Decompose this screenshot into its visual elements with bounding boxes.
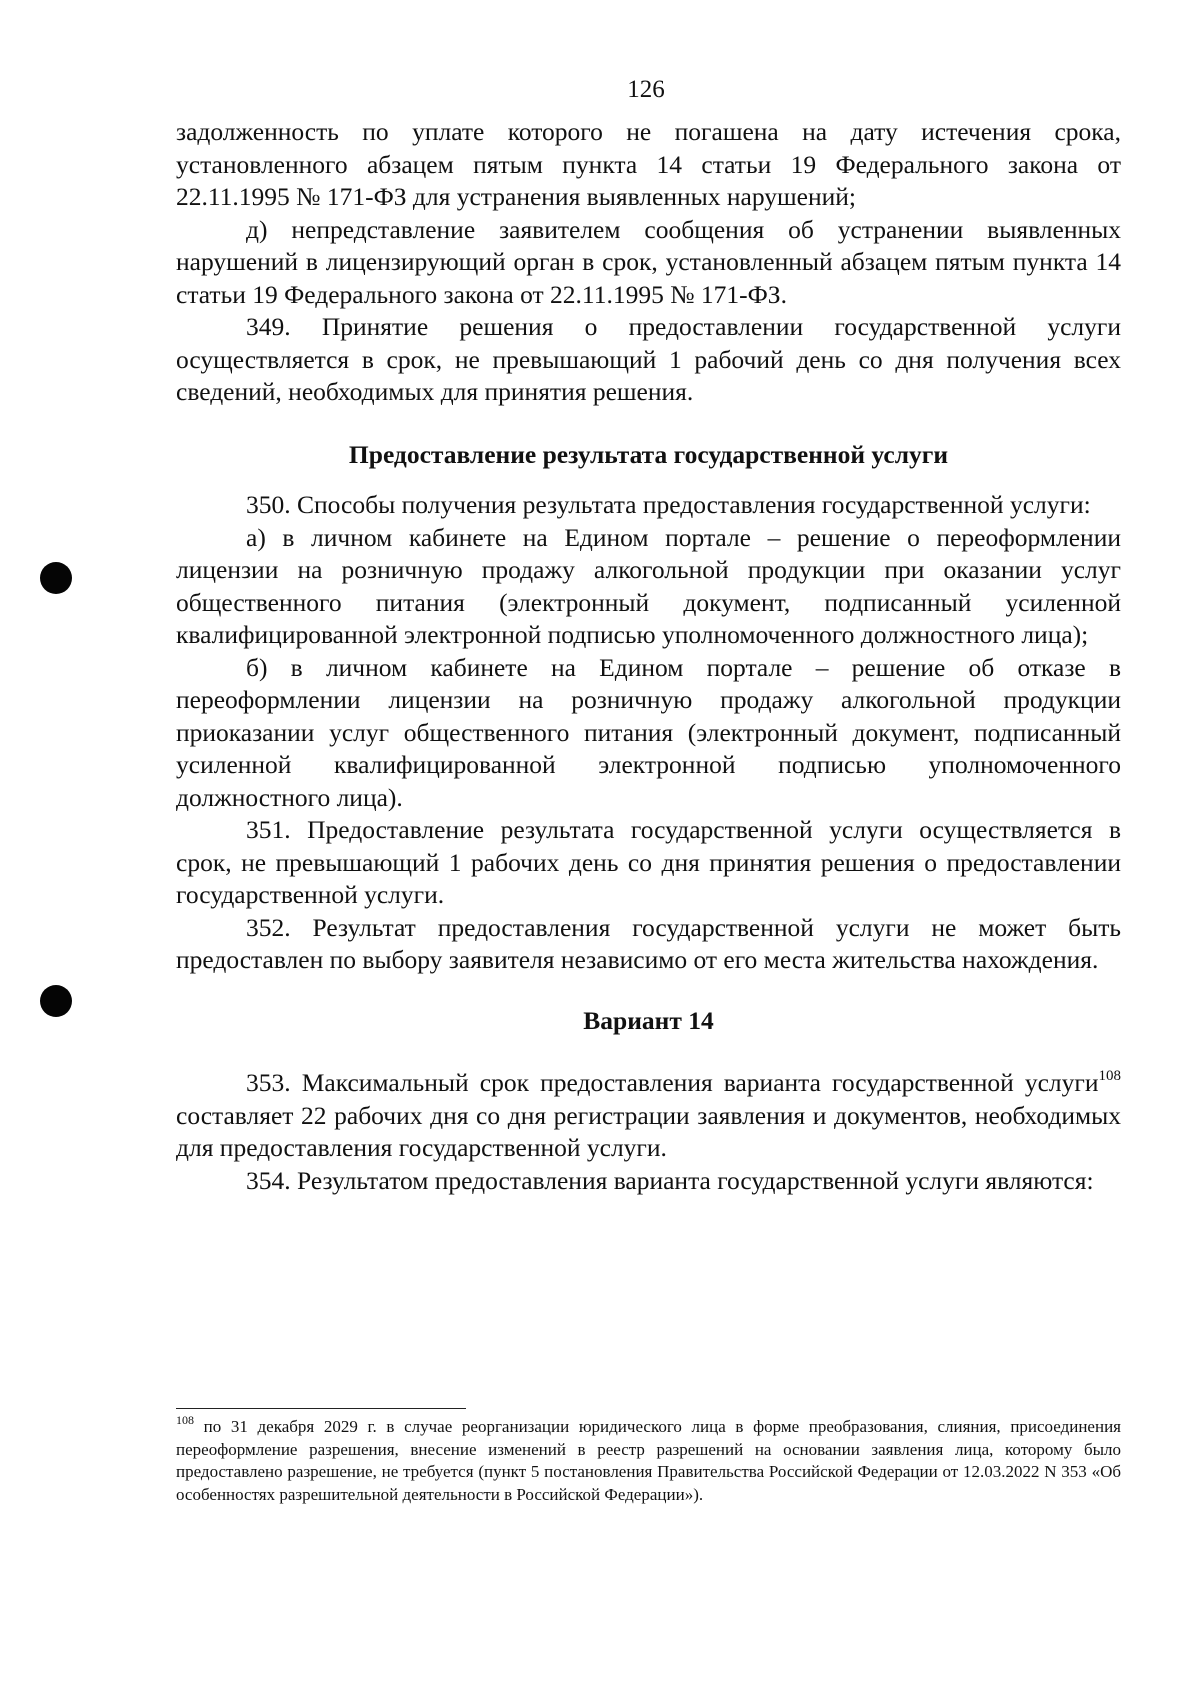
- paragraph-350: 350. Способы получения результата предоставления государственной услуги:: [246, 490, 1091, 519]
- footnote-reference[interactable]: 108: [1098, 1068, 1121, 1084]
- paragraph-item-d: д) непредставление заявителем сообщения об устранении выявленных нарушений в лицензирующий орган в срок, установленный абзацем пятым пункта 14 статьи 19 Федерального закона от 22.11.1995 № 171-ФЗ.: [176, 214, 1121, 309]
- paragraph-353-end: составляет 22 рабочих дня со дня регистрации заявления и документов, необходимых для предоставления государственной услуги.: [176, 1100, 1121, 1162]
- footnote-divider: [176, 1408, 466, 1409]
- paragraph-353-start: 353. Максимальный срок предоставления варианта государственной услуги: [246, 1068, 1099, 1097]
- paragraph-item-a: а) в личном кабинете на Едином портале – решение о переоформлении лицензии на розничную продажу алкогольной продукции при оказании услуг общественного питания (электронный документ, подписанный усиленной квалифицированной электронной подписью уполномоченного должностного лица);: [176, 522, 1121, 649]
- section-heading-result: Предоставление результата государственной услуги: [348, 439, 949, 469]
- paragraph-352: 352. Результат предоставления государственной услуги не может быть предоставлен по выбору заявителя независимо от его места жительства нахождения.: [176, 912, 1121, 974]
- punch-hole-bottom: [40, 985, 72, 1017]
- paragraph-351: 351. Предоставление результата государственной услуги осуществляется в срок, не превышающий 1 рабочих день со дня принятия решения о предоставлении государственной услуги.: [176, 815, 1121, 909]
- section-heading-variant-14: Вариант 14: [583, 1005, 714, 1035]
- document-body: [176, 116, 1121, 1197]
- paragraph-353: [176, 1067, 1121, 1165]
- footnote-text: по 31 декабря 2029 г. в случае реорганизации юридического лица в форме преобразования, слияния, присоединения переоформление разрешения, внесение изменений в реестр разрешений на основании заявления лица, которому было предоставлено разрешение, не требуется (пункт 5 постановления Правительства Российской Федерации от 12.03.2022 N 353 «Об особенностях разрешительной деятельности в Российской Федерации»).: [176, 1417, 1121, 1504]
- paragraph-continuation: задолженность по уплате которого не погашена на дату истечения срока, установленного абзацем пятым пункта 14 статьи 19 Федерального закона от 22.11.1995 № 171-ФЗ для устранения выявленных нарушений;: [176, 117, 1121, 211]
- paragraph-349: 349. Принятие решения о предоставлении государственной услуги осуществляется в срок, не превышающий 1 рабочий день со дня получения всех сведений, необходимых для принятия решения.: [176, 312, 1121, 406]
- paragraph-item-b: б) в личном кабинете на Едином портале – решение об отказе в переоформлении лицензии на розничную продажу алкогольной продукции приоказании услуг общественного питания (электронный документ, подписанный усиленной квалифицированной электронной подписью уполномоченного должностного лица).: [176, 652, 1121, 812]
- footnote: [176, 1413, 1121, 1506]
- page-number: 126: [627, 76, 665, 103]
- paragraph-354: 354. Результатом предоставления варианта государственной услуги являются:: [246, 1165, 1094, 1195]
- footnote-marker: 108: [176, 1413, 194, 1427]
- punch-hole-top: [40, 562, 72, 594]
